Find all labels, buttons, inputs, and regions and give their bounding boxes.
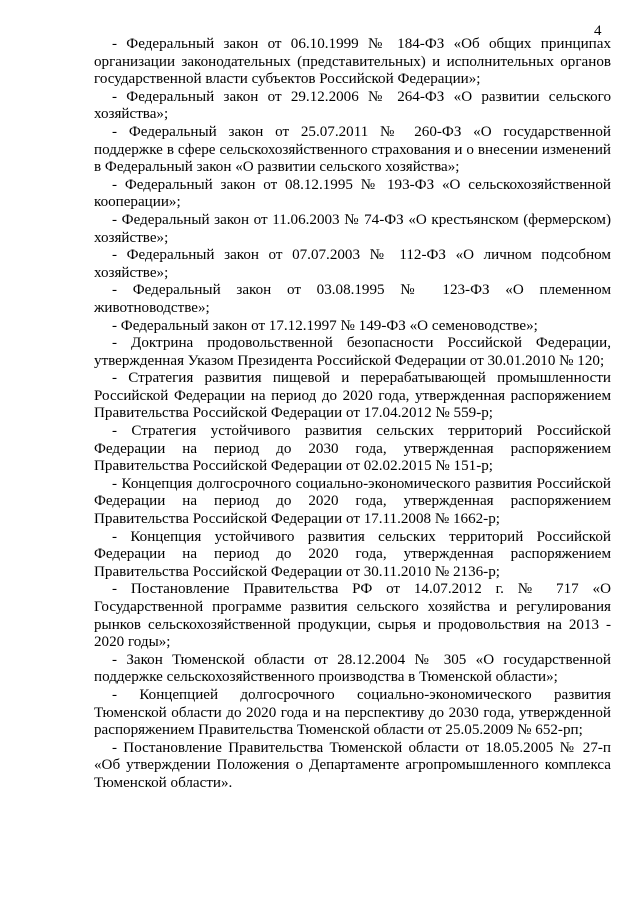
list-item: - Доктрина продовольственной безопасности Российской Федерации, утвержденная Указом Президента Российской Федерации от 30.01.2010 № 120; — [94, 335, 611, 369]
list-item: - Федеральный закон от 07.07.2003 № 112-ФЗ «О личном подсобном хозяйстве»; — [94, 247, 611, 281]
list-item: - Концепция устойчивого развития сельских территорий Российской Федерации на период до 2020 года, утвержденная распоряжением Правительства Российской Федерации от 30.11.2010 № 2136-р; — [94, 528, 611, 580]
list-item: - Постановление Правительства РФ от 14.07.2012 г. № 717 «О Государственной программе развития сельского хозяйства и регулирования рынков сельскохозяйственной продукции, сырья и продовольствия на 2013 - 2020 годы»; — [94, 581, 611, 651]
list-item: - Стратегия устойчивого развития сельских территорий Российской Федерации на период до 2030 года, утвержденная распоряжением Правительства Российской Федерации от 02.02.2015 № 151-р; — [94, 423, 611, 475]
list-item: - Федеральный закон от 03.08.1995 № 123-ФЗ «О племенном животноводстве»; — [94, 282, 611, 316]
list-item: - Концепция долгосрочного социально-экономического развития Российской Федерации на период до 2020 года, утвержденная распоряжением Правительства Российской Федерации от 17.11.2008 № 1662-р; — [94, 475, 611, 528]
page-number: 4 — [594, 23, 602, 39]
list-item: - Федеральный закон от 06.10.1999 № 184-ФЗ «Об общих принципах организации законодательных (представительных) и исполнительных органов государственной власти субъектов Российской Федерации»; — [94, 36, 611, 88]
list-item: - Стратегия развития пищевой и перерабатывающей промышленности Российской Федерации на период до 2020 года, утвержденная распоряжением Правительства Российской Федерации от 17.04.2012 № 559-р; — [94, 370, 611, 422]
list-item: - Федеральный закон от 29.12.2006 № 264-ФЗ «О развитии сельского хозяйства»; — [94, 88, 611, 123]
list-item: - Концепцией долгосрочного социально-экономического развития Тюменской области до 2020 года и на перспективу до 2030 года, утвержденной распоряжением Правительства Тюменской области от 25.05.2009 № 652-рп; — [94, 686, 611, 739]
list-item: - Закон Тюменской области от 28.12.2004 № 305 «О государственной поддержке сельскохозяйственного производства в Тюменской области»; — [94, 651, 611, 686]
list-item: - Федеральный закон от 25.07.2011 № 260-ФЗ «О государственной поддержке в сфере сельскохозяйственного страхования и о внесении изменений в Федеральный закон «О развитии сельского хозяйства»; — [94, 123, 611, 176]
list-item: - Федеральный закон от 08.12.1995 № 193-ФЗ «О сельскохозяйственной кооперации»; — [94, 176, 611, 211]
list-item: - Федеральный закон от 11.06.2003 № 74-ФЗ «О крестьянском (фермерском) хозяйстве»; — [94, 211, 611, 246]
legal-basis-list — [94, 36, 611, 793]
list-item: - Постановление Правительства Тюменской области от 18.05.2005 № 27-п «Об утверждении Положения о Департаменте агропромышленного комплекса Тюменской области». — [94, 739, 611, 791]
list-item: - Федеральный закон от 17.12.1997 № 149-ФЗ «О семеноводстве»; — [112, 317, 538, 334]
